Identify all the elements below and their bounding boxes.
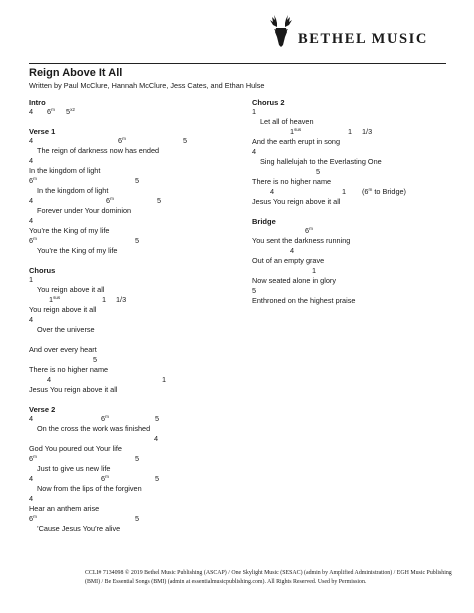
- song-title: Reign Above It All: [29, 67, 123, 79]
- lyric-line: [252, 296, 452, 306]
- chord: 4: [29, 494, 34, 503]
- lyric-line: [29, 464, 224, 474]
- lyric-line: [29, 345, 224, 355]
- chord: 6$^m$: [305, 226, 313, 235]
- lyric-text: There is no higher name: [252, 177, 332, 186]
- lyric-text: On the cross the work was finished: [37, 424, 151, 433]
- lyric-text: There is no higher name: [29, 365, 109, 374]
- chord: 6$^m$: [29, 236, 37, 245]
- chord-line: [29, 107, 224, 117]
- chord: (6$^m$ to Bridge): [362, 187, 406, 196]
- chord-line: [29, 375, 224, 385]
- chord-line: [252, 147, 452, 157]
- lyric-text: Let all of heaven: [260, 117, 314, 126]
- lyric-text: Sing hallelujah to the Everlasting One: [260, 157, 382, 166]
- chord: $5^{x2}$: [66, 107, 75, 116]
- lyric-line: [29, 444, 224, 454]
- chord: 4: [290, 246, 295, 255]
- chord: 4: [47, 375, 52, 384]
- lyric-line: [252, 117, 452, 127]
- chord-line: [29, 275, 224, 285]
- bethel-music-logo: [266, 13, 466, 53]
- chord: 1: [252, 107, 257, 116]
- song-section: [252, 217, 452, 306]
- chord: 4: [29, 136, 34, 145]
- lyric-text: You’re the King of my life: [29, 226, 110, 235]
- chord: 5: [252, 286, 257, 295]
- chord: 5: [183, 136, 188, 145]
- song-writers: Written by Paul McClure, Hannah McClure, Jess Cates, and Ethan Hulse: [29, 81, 265, 90]
- lyric-text: Now from the lips of the forgiven: [37, 484, 142, 493]
- chord: 4: [252, 147, 257, 156]
- chord-line: [29, 136, 224, 146]
- lyric-text: Forever under Your dominion: [37, 206, 132, 215]
- lyric-text: Just to give us new life: [37, 464, 111, 473]
- lyric-line: [29, 166, 224, 176]
- lyric-line: [29, 146, 224, 156]
- lyric-text: Jesus You reign above it all: [29, 385, 118, 394]
- chord-line: [29, 315, 224, 325]
- chord-line: [252, 167, 452, 177]
- chord-line: [252, 187, 452, 197]
- lyric-text: You reign above it all: [37, 285, 105, 294]
- chord: $1^{sus}$: [49, 295, 61, 304]
- lyric-text: Hear an anthem arise: [29, 504, 100, 513]
- lyric-text: You sent the darkness running: [252, 236, 351, 245]
- chord-line: [29, 236, 224, 246]
- lyric-line: [29, 305, 224, 315]
- lyric-line: [29, 206, 224, 216]
- chord: 4: [154, 434, 159, 443]
- lyric-line: [29, 504, 224, 514]
- chord-line: [29, 434, 224, 444]
- chord: 4: [29, 216, 34, 225]
- lyric-line: [29, 246, 224, 256]
- chord: 4: [29, 315, 34, 324]
- chord: 5: [93, 355, 98, 364]
- lyric-line: [29, 365, 224, 375]
- song-section: [29, 405, 224, 534]
- chord-line: [252, 246, 452, 256]
- lyric-text: Over the universe: [37, 325, 95, 334]
- lyric-line: [29, 385, 224, 395]
- lyric-line: [29, 524, 224, 534]
- chord: 5: [135, 514, 140, 523]
- chord: 1: [312, 266, 317, 275]
- chord-line: [29, 454, 224, 464]
- chord-line: [252, 127, 452, 137]
- lyric-text: In the kingdom of light: [37, 186, 109, 195]
- song-section: [252, 98, 452, 207]
- section-title: Intro: [29, 98, 46, 107]
- lyric-text: Jesus You reign above it all: [252, 197, 341, 206]
- section-title: Verse 2: [29, 405, 56, 414]
- chord: 4: [29, 107, 34, 116]
- chord-line: [252, 107, 452, 117]
- chord: 1: [102, 295, 107, 304]
- lyric-text: In the kingdom of light: [29, 166, 101, 175]
- lyric-line: [252, 256, 452, 266]
- chord: 6$^m$: [29, 514, 37, 523]
- blank-line: [29, 335, 224, 345]
- lyric-text: God You poured out Your life: [29, 444, 122, 453]
- lyric-line: [29, 424, 224, 434]
- chord: 5: [155, 474, 160, 483]
- chord-line: [29, 156, 224, 166]
- chord-line: [29, 216, 224, 226]
- lyric-text: Out of an empty grave: [252, 256, 325, 265]
- chord: $1^{sus}$: [290, 127, 302, 136]
- section-title: Chorus 2: [252, 98, 285, 107]
- lyric-line: [29, 226, 224, 236]
- chord-line: [29, 295, 224, 305]
- lyric-line: [29, 484, 224, 494]
- lyric-line: [29, 186, 224, 196]
- chord-line: [252, 226, 452, 236]
- lyric-text: And over every heart: [29, 345, 97, 354]
- chord: 5: [155, 414, 160, 423]
- song-section: [29, 266, 224, 395]
- song-section: [29, 127, 224, 256]
- chord: 5: [135, 236, 140, 245]
- chord: 6$^m$: [47, 107, 55, 116]
- deer-head-icon: [266, 13, 296, 53]
- chord-line: [29, 494, 224, 504]
- lyric-line: [29, 285, 224, 295]
- lyric-line: [29, 325, 224, 335]
- section-title: Bridge: [252, 217, 276, 226]
- lyric-text: And the earth erupt in song: [252, 137, 341, 146]
- lyric-text: You’re the King of my life: [37, 246, 118, 255]
- chord: 6$^m$: [106, 196, 114, 205]
- lyric-text: Enthroned on the highest praise: [252, 296, 356, 305]
- chord: 5: [135, 454, 140, 463]
- lyric-line: [252, 236, 452, 246]
- chord: 6$^m$: [29, 454, 37, 463]
- left-column: [29, 98, 224, 544]
- chord-line: [252, 286, 452, 296]
- chord: 4: [29, 196, 34, 205]
- chord-line: [29, 514, 224, 524]
- lyric-line: [252, 137, 452, 147]
- lyric-text: ’Cause Jesus You’re alive: [37, 524, 121, 533]
- chord: 5: [157, 196, 162, 205]
- chord: 5: [135, 176, 140, 185]
- chord: 5: [316, 167, 321, 176]
- copyright-footer: CCLI# 7134098 © 2019 Bethel Music Publishing (ASCAP) / One Skylight Music (SESAC) (admin by Amplified Administration) / EGH Music Publishing (BMI) / Be Essential Songs (BMI) (admin at essentialmusicpublishing.com). All Rights Reserved. Used by Permission.: [85, 570, 452, 585]
- chord: 4: [29, 474, 34, 483]
- lyric-line: [252, 157, 452, 167]
- chord: 1/3: [116, 295, 127, 304]
- chord: 1/3: [362, 127, 373, 136]
- chord: 4: [29, 156, 34, 165]
- chord: 1: [348, 127, 353, 136]
- lyric-text: You reign above it all: [29, 305, 97, 314]
- chord: 6$^m$: [101, 414, 109, 423]
- chord-line: [252, 266, 452, 276]
- chord-line: [29, 355, 224, 365]
- lyric-text: The reign of darkness now has ended: [37, 146, 160, 155]
- song-section: [29, 98, 224, 117]
- chord: 1: [162, 375, 167, 384]
- chord-line: [29, 176, 224, 186]
- section-title: Verse 1: [29, 127, 56, 136]
- lyric-line: [252, 197, 452, 207]
- right-column: [252, 98, 452, 316]
- chord: 1: [29, 275, 34, 284]
- header-rule: [29, 63, 446, 64]
- brand-name: BETHEL MUSIC: [298, 31, 428, 47]
- chord: 4: [270, 187, 275, 196]
- chord-line: [29, 474, 224, 484]
- lyric-line: [252, 177, 452, 187]
- section-title: Chorus: [29, 266, 56, 275]
- chord: 6$^m$: [118, 136, 126, 145]
- chord: 6$^m$: [29, 176, 37, 185]
- chord: 4: [29, 414, 34, 423]
- lyric-text: Now seated alone in glory: [252, 276, 336, 285]
- chord: 1: [342, 187, 347, 196]
- lyric-line: [252, 276, 452, 286]
- chord-line: [29, 196, 224, 206]
- chord-line: [29, 414, 224, 424]
- chord: 6$^m$: [101, 474, 109, 483]
